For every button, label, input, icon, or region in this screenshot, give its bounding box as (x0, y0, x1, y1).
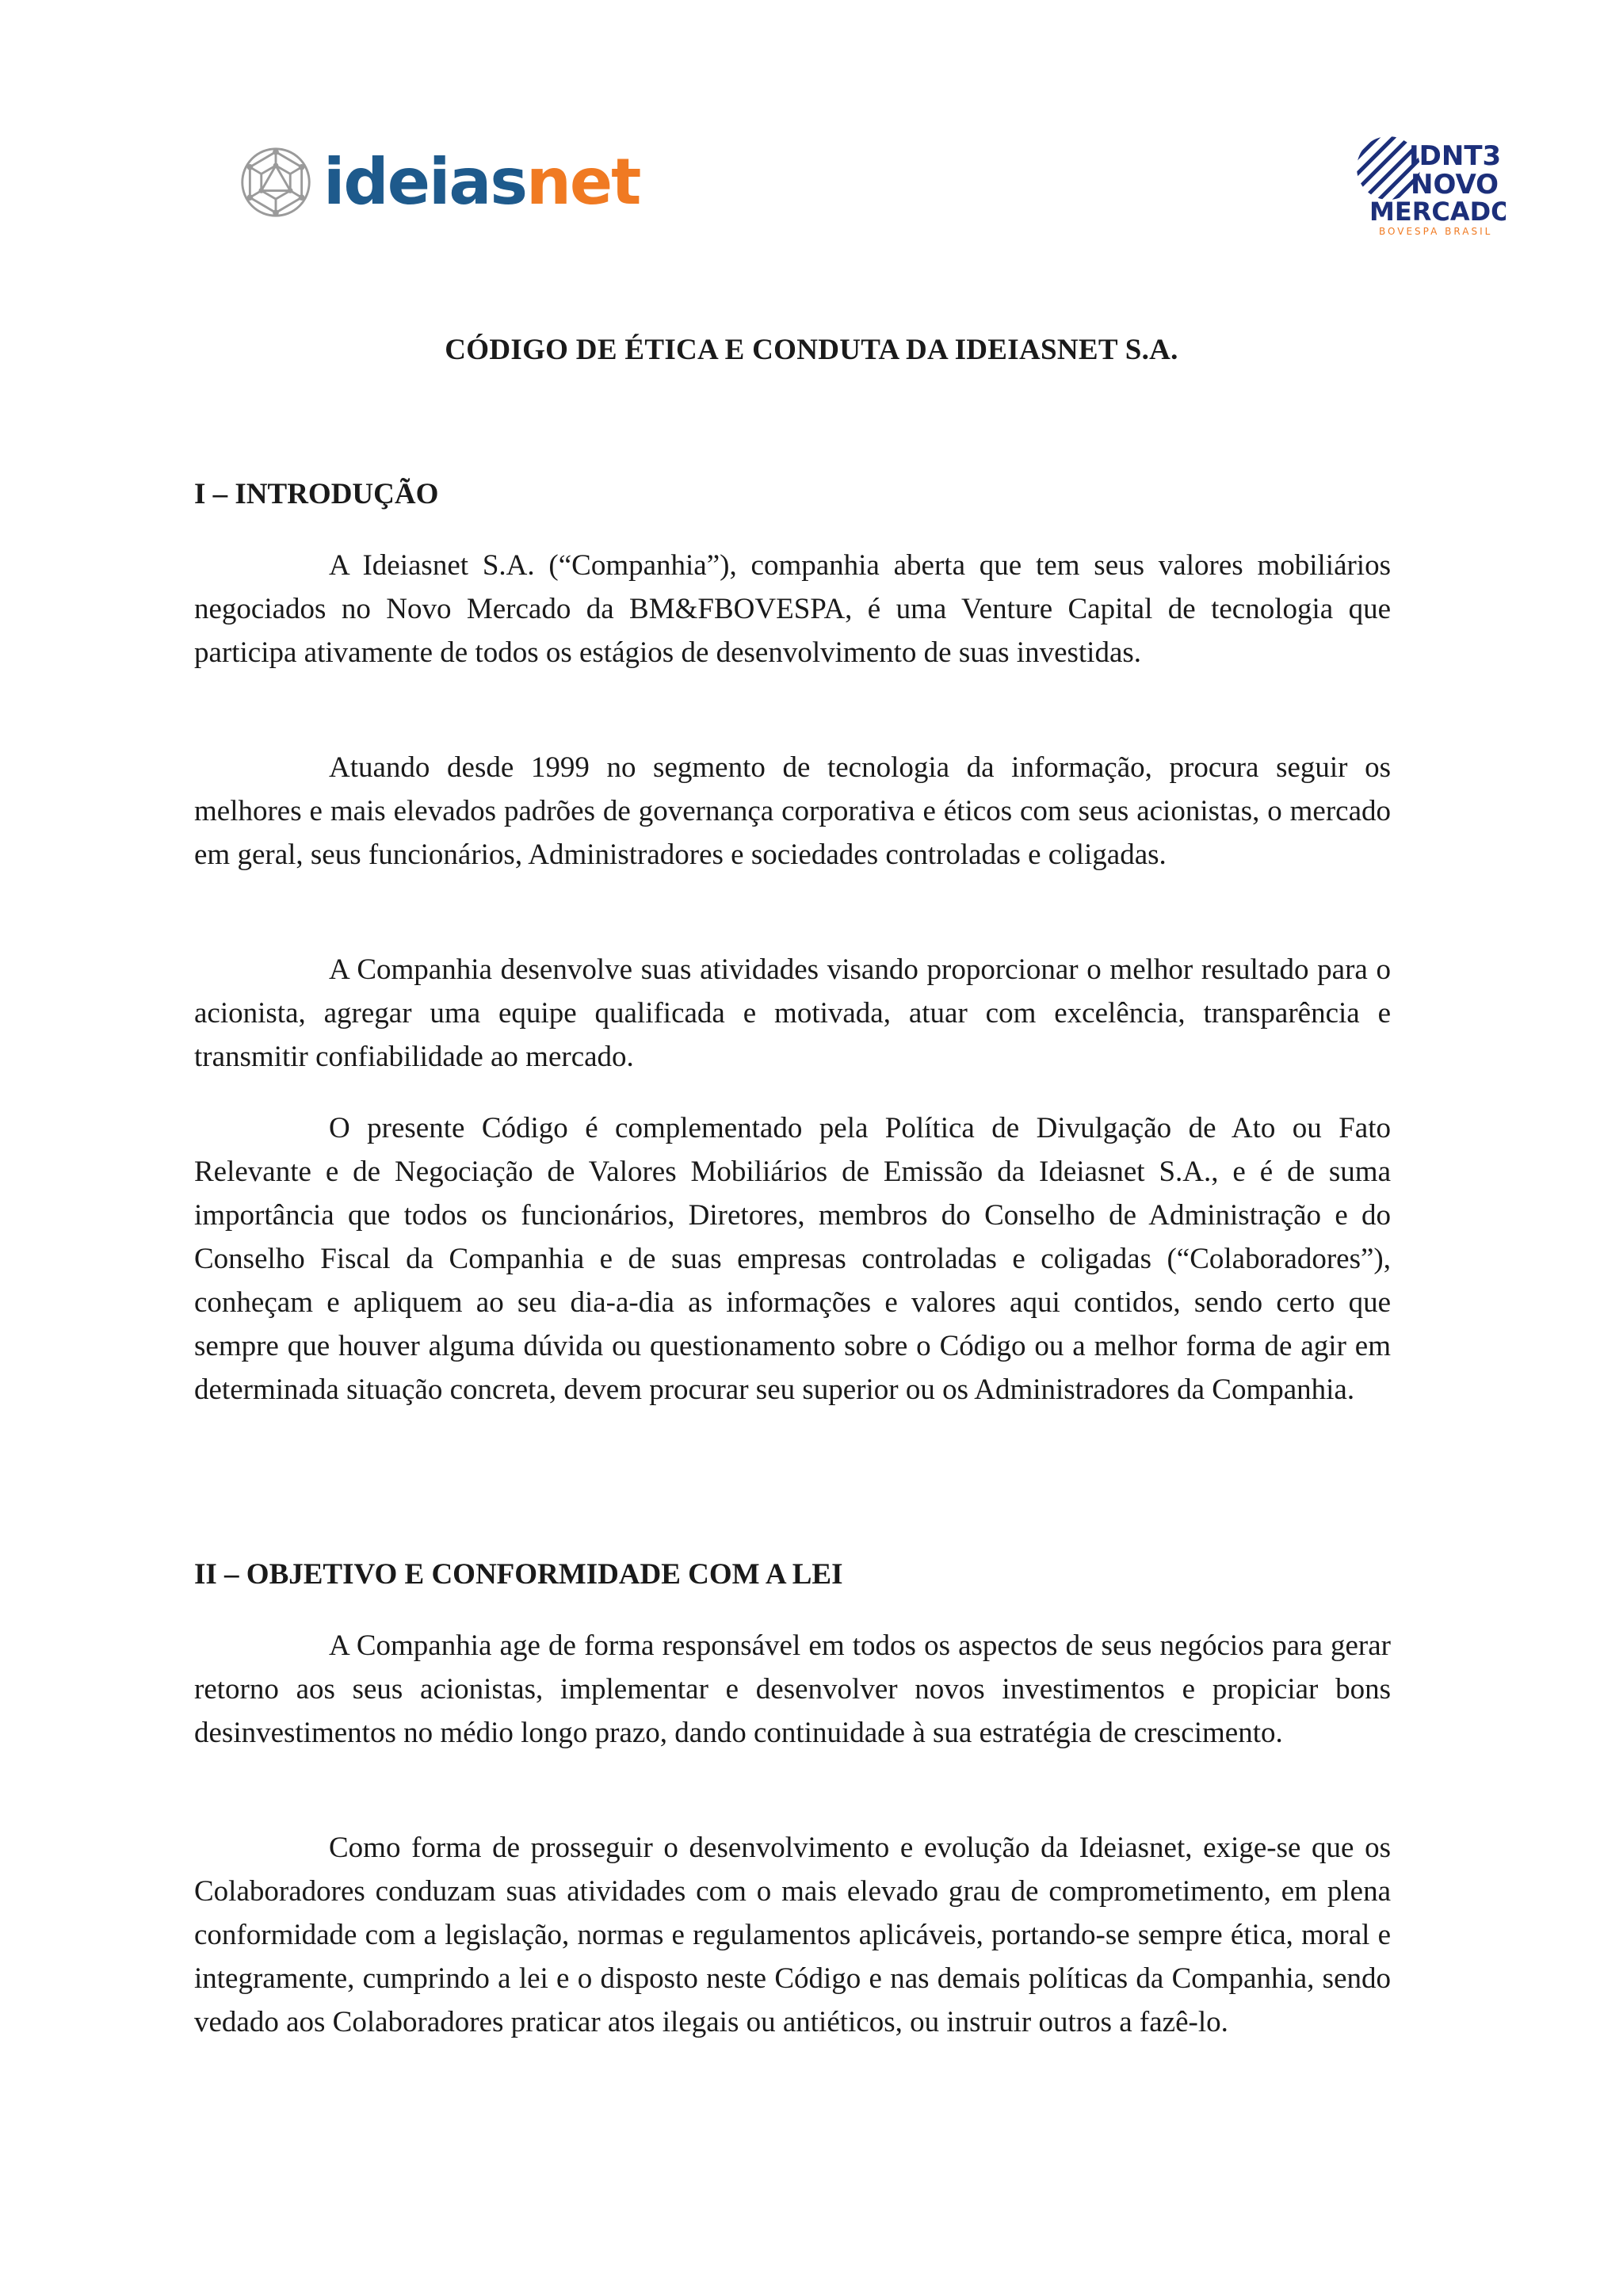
novo-mercado-badge (1347, 128, 1506, 239)
badge-line3: MERCADO (1369, 197, 1506, 227)
paragraph: A Ideiasnet S.A. (“Companhia”), companhia aberta que tem seus valores mobiliários negociados no Novo Mercado da BM&FBOVESPA, é uma Venture Capital de tecnologia que participa ativamente de todos os estágios de desenvolvimento de suas investidas. (194, 549, 1391, 669)
paragraph: Como forma de prosseguir o desenvolvimento e evolução da Ideiasnet, exige-se que os Colaboradores conduzam suas atividades com o mais elevado grau de comprometimento, em plena conformidade com a legislação, normas e regulamentos aplicáveis, portando-se sempre ética, moral e integramente, cumprindo a lei e o disposto neste Código e nas demais políticas da Companhia, sendo vedado aos Colaboradores praticar atos ilegais ou antiéticos, ou instruir outros a fazê-lo. (194, 1832, 1391, 2038)
badge-line1: IDNT3 (1409, 140, 1502, 172)
section-heading-introducao: I – INTRODUÇÃO (194, 478, 439, 510)
novo-mercado-logo (1347, 128, 1506, 239)
wordmark-net: net (525, 145, 640, 219)
paragraph: O presente Código é complementado pela Política de Divulgação de Ato ou Fato Relevante e de Negociação de Valores Mobiliários de Emissão da Ideiasnet S.A., e é de suma importância que todos os funcionários, Diretores, membros do Conselho de Administração e do Conselho Fiscal da Companhia e de suas empresas controladas e coligadas (“Colaboradores”), conheçam e apliquem ao seu dia-a-dia as informações e valores aqui contidos, sendo certo que sempre que houver alguma dúvida ou questionamento sobre o Código ou a melhor forma de agir em determinada situação concreta, devem procurar seu superior ou os Administradores da Companhia. (194, 1112, 1391, 1406)
section-heading-objetivo: II – OBJETIVO E CONFORMIDADE COM A LEI (194, 1558, 843, 1591)
document-title: CÓDIGO DE ÉTICA E CONDUTA DA IDEIASNET S.A. (445, 334, 1178, 366)
wordmark-ideias: ideias (323, 145, 526, 219)
badge-line4: BOVESPA BRASIL (1379, 226, 1493, 237)
paragraph: A Companhia desenvolve suas atividades visando proporcionar o melhor resultado para o acionista, agregar uma equipe qualificada e motivada, atuar com excelência, transparência e transmitir confiabilidade ao mercado. (194, 953, 1391, 1073)
paragraph: A Companhia age de forma responsável em todos os aspectos de seus negócios para gerar retorno aos seus acionistas, implementar e desenvolver novos investimentos e propiciar bons desinvestimentos no médio longo prazo, dando continuidade à sua estratégia de crescimento. (194, 1629, 1391, 1749)
ideiasnet-wordmark (323, 145, 640, 219)
badge-line2: NOVO (1411, 169, 1499, 201)
paragraph: Atuando desde 1999 no segmento de tecnologia da informação, procura seguir os melhores e mais elevados padrões de governança corporativa e éticos com seus acionistas, o mercado em geral, seus funcionários, Administradores e sociedades controladas e coligadas. (194, 751, 1391, 871)
ideiasnet-logo (238, 139, 650, 226)
geodesic-globe-icon (238, 144, 314, 220)
page-header (0, 0, 1623, 262)
